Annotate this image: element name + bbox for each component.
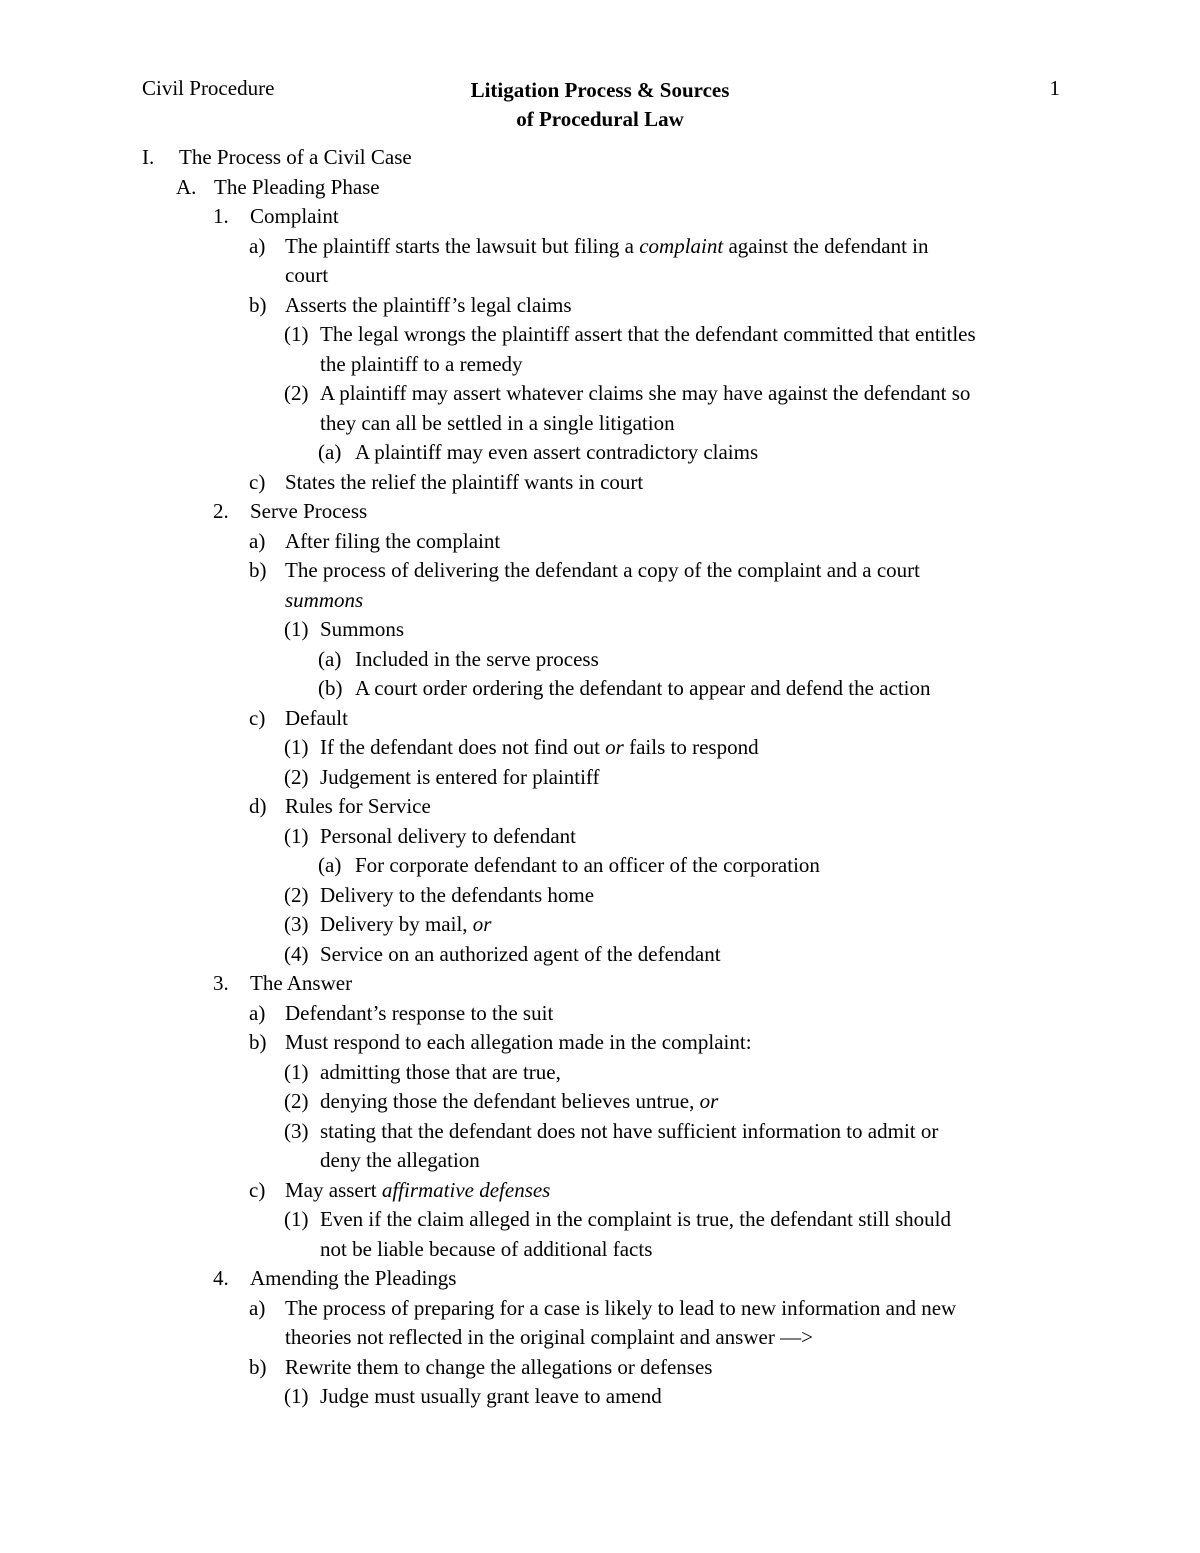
- text-run: Delivery by mail,: [320, 912, 473, 936]
- text-run: The legal wrongs the plaintiff assert that the defendant committed that entitles: [320, 322, 976, 346]
- outline-marker: (4): [284, 941, 309, 966]
- text-run: States the relief the plaintiff wants in court: [285, 469, 644, 494]
- text-run: The plaintiff starts the lawsuit but filing a: [285, 233, 640, 258]
- title-line-2: of Procedural Law: [516, 107, 684, 131]
- outline-marker: (2): [284, 1089, 309, 1113]
- page-header: [0, 72, 1200, 132]
- text-run: The Answer: [250, 971, 353, 995]
- outline-item: [0, 586, 1200, 616]
- text-run: court: [285, 263, 329, 287]
- text-run: Even if the claim alleged in the complaint is true, the defendant still should: [320, 1207, 951, 1231]
- outline-text: [320, 822, 576, 852]
- emphasis-text: or: [605, 735, 624, 759]
- outline-item: [0, 1087, 1200, 1117]
- outline-marker: (1): [284, 1207, 309, 1231]
- outline-item: [0, 527, 1200, 557]
- outline-item: [0, 674, 1200, 704]
- outline-marker: (a): [318, 853, 342, 877]
- outline-marker: (3): [284, 1118, 309, 1143]
- outline-item: [0, 556, 1200, 586]
- outline-marker: a): [249, 233, 266, 258]
- text-run: Rules for Service: [285, 794, 431, 818]
- outline-item: [0, 261, 1200, 291]
- outline-item: [0, 143, 1200, 173]
- outline-text: [285, 1176, 550, 1206]
- outline-text: [355, 674, 931, 704]
- outline-marker: (2): [284, 381, 309, 405]
- text-run: Personal delivery to defendant: [320, 823, 576, 848]
- text-run: The Pleading Phase: [214, 174, 380, 199]
- text-run: For corporate defendant to an officer of the corporation: [355, 853, 820, 877]
- outline-item: [0, 232, 1200, 262]
- outline-item: [0, 763, 1200, 793]
- outline-text: [320, 910, 491, 940]
- page-number: 1: [1049, 76, 1060, 100]
- outline-marker: (b): [318, 676, 343, 700]
- outline-item: [0, 969, 1200, 999]
- outline-text: [320, 1205, 951, 1235]
- outline-item: [0, 1176, 1200, 1206]
- outline-item: [0, 468, 1200, 498]
- text-run: denying those the defendant believes untrue,: [320, 1089, 700, 1113]
- text-run: the plaintiff to a remedy: [320, 351, 523, 376]
- outline-text: [320, 1146, 480, 1176]
- outline-item: [0, 792, 1200, 822]
- text-run: Judge must usually grant leave to amend: [320, 1384, 662, 1408]
- document-title: [300, 76, 900, 134]
- outline-marker: b): [249, 1354, 267, 1379]
- outline-item: [0, 615, 1200, 645]
- text-run: Must respond to each allegation made in the complaint:: [285, 1030, 752, 1054]
- outline-text: [320, 1117, 938, 1147]
- outline-text: [320, 320, 976, 350]
- outline: [0, 143, 1200, 1412]
- outline-item: [0, 822, 1200, 852]
- text-run: not be liable because of additional facts: [320, 1236, 653, 1261]
- outline-text: [320, 733, 759, 763]
- outline-item: [0, 1382, 1200, 1412]
- outline-marker: (2): [284, 882, 309, 907]
- text-run: deny the allegation: [320, 1148, 480, 1172]
- outline-marker: a): [249, 1000, 266, 1025]
- outline-text: [285, 232, 928, 262]
- outline-text: [285, 999, 553, 1029]
- outline-marker: c): [249, 469, 266, 494]
- outline-text: [285, 1353, 712, 1383]
- outline-marker: d): [249, 794, 267, 818]
- text-run: Default: [285, 705, 348, 730]
- emphasis-text: summons: [285, 587, 364, 612]
- text-run: Amending the Pleadings: [250, 1266, 457, 1290]
- text-run: After filing the complaint: [285, 528, 501, 553]
- outline-text: [355, 438, 758, 468]
- outline-marker: I.: [142, 145, 155, 169]
- outline-marker: b): [249, 292, 267, 317]
- outline-item: [0, 1323, 1200, 1353]
- outline-item: [0, 438, 1200, 468]
- text-run: Complaint: [250, 204, 339, 228]
- text-run: Rewrite them to change the allegations or defenses: [285, 1354, 713, 1379]
- text-run: stating that the defendant does not have sufficient information to admit or: [320, 1118, 939, 1143]
- text-run: A court order ordering the defendant to appear and defend the action: [355, 676, 931, 700]
- outline-text: [285, 792, 431, 822]
- text-run: they can all be settled in a single litigation: [320, 410, 675, 435]
- outline-marker: (1): [284, 1059, 309, 1084]
- outline-marker: a): [249, 1295, 266, 1320]
- outline-item: [0, 940, 1200, 970]
- outline-item: [0, 704, 1200, 734]
- text-run: fails to respond: [623, 735, 759, 759]
- text-run: admitting those that are true,: [320, 1059, 561, 1084]
- outline-marker: (2): [284, 764, 309, 789]
- outline-text: [320, 615, 404, 645]
- outline-text: [214, 173, 380, 203]
- text-run: The process of delivering the defendant a copy of the complaint and a court: [285, 558, 921, 582]
- outline-item: [0, 999, 1200, 1029]
- text-run: Service on an authorized agent of the defendant: [320, 941, 721, 966]
- text-run: A plaintiff may even assert contradictory claims: [355, 440, 759, 464]
- emphasis-text: or: [699, 1089, 719, 1113]
- outline-item: [0, 497, 1200, 527]
- outline-text: [320, 1235, 652, 1265]
- outline-item: [0, 409, 1200, 439]
- outline-item: [0, 1353, 1200, 1383]
- outline-item: [0, 1117, 1200, 1147]
- outline-text: [320, 1087, 718, 1117]
- course-name: Civil Procedure: [142, 76, 275, 100]
- outline-item: [0, 1294, 1200, 1324]
- outline-marker: (a): [318, 646, 342, 671]
- outline-text: [285, 556, 920, 586]
- title-line-1: Litigation Process & Sources: [470, 78, 730, 102]
- emphasis-text: or: [472, 912, 492, 936]
- outline-item: [0, 1264, 1200, 1294]
- outline-text: [285, 291, 572, 321]
- outline-text: [250, 497, 367, 527]
- outline-marker: b): [249, 558, 267, 582]
- outline-marker: b): [249, 1030, 267, 1054]
- text-run: May assert: [285, 1177, 382, 1202]
- outline-marker: (1): [284, 735, 309, 759]
- outline-marker: (1): [284, 322, 309, 346]
- outline-text: [250, 1264, 456, 1294]
- outline-text: [320, 763, 600, 793]
- outline-text: [320, 881, 594, 911]
- outline-marker: (1): [284, 617, 309, 641]
- outline-marker: 4.: [213, 1266, 229, 1290]
- outline-text: [285, 261, 328, 291]
- outline-item: [0, 851, 1200, 881]
- outline-text: [320, 379, 970, 409]
- text-run: against the defendant in: [723, 233, 929, 258]
- outline-marker: a): [249, 528, 266, 553]
- emphasis-text: affirmative defenses: [381, 1177, 551, 1202]
- outline-marker: c): [249, 1177, 266, 1202]
- outline-item: [0, 1146, 1200, 1176]
- outline-marker: 2.: [213, 499, 229, 523]
- outline-item: [0, 350, 1200, 380]
- outline-marker: 3.: [213, 971, 229, 995]
- outline-marker: 1.: [213, 204, 229, 228]
- text-run: Serve Process: [250, 499, 368, 523]
- outline-item: [0, 1028, 1200, 1058]
- outline-marker: c): [249, 705, 266, 730]
- outline-marker: (1): [284, 1384, 309, 1408]
- outline-item: [0, 733, 1200, 763]
- outline-item: [0, 881, 1200, 911]
- outline-marker: (3): [284, 912, 309, 936]
- outline-marker: (1): [284, 823, 309, 848]
- outline-text: [250, 969, 352, 999]
- text-run: Asserts the plaintiff’s legal claims: [285, 292, 572, 317]
- text-run: The process of preparing for a case is likely to lead to new information and new: [285, 1295, 957, 1320]
- outline-item: [0, 645, 1200, 675]
- outline-text: [285, 527, 500, 557]
- outline-text: [320, 1058, 561, 1088]
- text-run: theories not reflected in the original complaint and answer —>: [285, 1325, 813, 1349]
- outline-item: [0, 291, 1200, 321]
- outline-text: [285, 1028, 752, 1058]
- outline-item: [0, 1058, 1200, 1088]
- text-run: Summons: [320, 617, 405, 641]
- outline-text: [355, 851, 820, 881]
- outline-text: [285, 1294, 956, 1324]
- outline-text: [179, 143, 412, 173]
- outline-item: [0, 202, 1200, 232]
- text-run: Included in the serve process: [355, 646, 599, 671]
- outline-text: [250, 202, 339, 232]
- text-run: If the defendant does not find out: [320, 735, 606, 759]
- outline-item: [0, 910, 1200, 940]
- text-run: Delivery to the defendants home: [320, 882, 595, 907]
- outline-item: [0, 320, 1200, 350]
- outline-text: [320, 1382, 662, 1412]
- outline-text: [285, 586, 363, 616]
- outline-item: [0, 379, 1200, 409]
- outline-text: [320, 409, 675, 439]
- emphasis-text: complaint: [639, 233, 724, 258]
- outline-item: [0, 1235, 1200, 1265]
- text-run: Defendant’s response to the suit: [285, 1000, 554, 1025]
- outline-text: [320, 350, 523, 380]
- text-run: A plaintiff may assert whatever claims she may have against the defendant so: [320, 381, 971, 405]
- outline-item: [0, 1205, 1200, 1235]
- outline-marker: A.: [176, 174, 197, 199]
- outline-marker: (a): [318, 440, 342, 464]
- outline-text: [320, 940, 721, 970]
- outline-text: [285, 468, 643, 498]
- text-run: The Process of a Civil Case: [179, 145, 412, 169]
- outline-text: [285, 704, 348, 734]
- outline-text: [355, 645, 599, 675]
- outline-text: [285, 1323, 813, 1353]
- outline-item: [0, 173, 1200, 203]
- text-run: Judgement is entered for plaintiff: [320, 764, 600, 789]
